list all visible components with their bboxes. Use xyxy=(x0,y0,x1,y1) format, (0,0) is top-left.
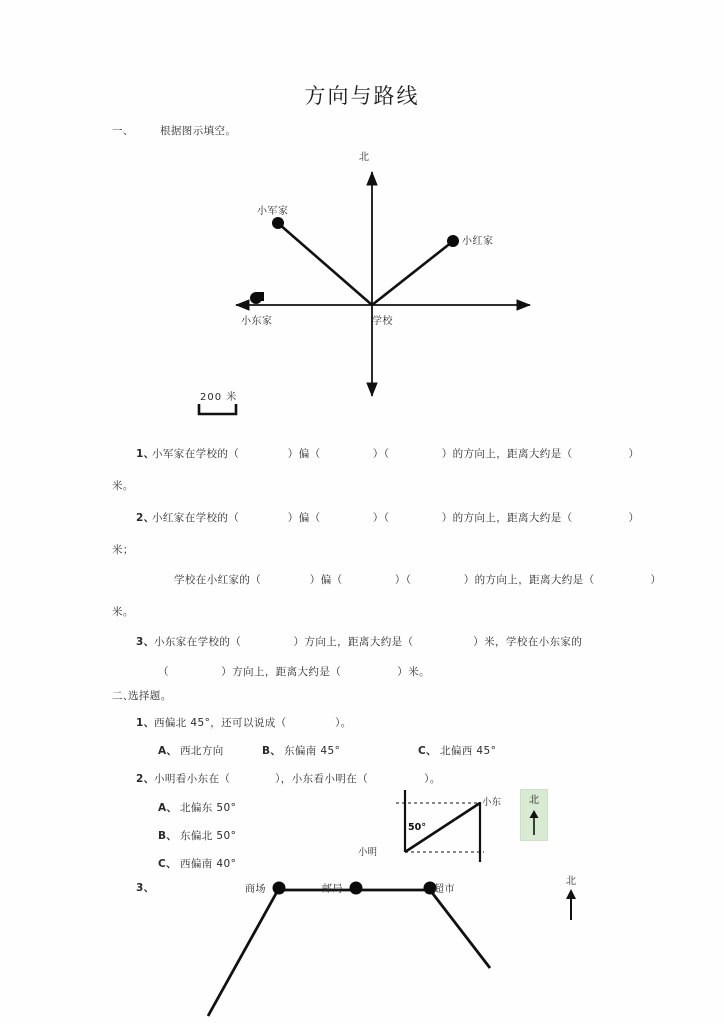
section-two-marker: 二、 xyxy=(112,690,134,702)
node-shangchang xyxy=(273,882,286,895)
ray-to-xiaojun xyxy=(279,224,372,305)
choice-q1-stem: 西偏北 45°，还可以说成（ ）。 xyxy=(154,717,352,729)
label-xiaojun: 小军家 xyxy=(257,206,289,217)
fill-q2-line3: 学校在小红家的（ ）偏（ ）（ ）的方向上，距离大约是（ ） xyxy=(174,574,662,586)
fill-q3-line2: （ ）方向上，距离大约是（ ）米。 xyxy=(158,666,430,678)
scale-bar xyxy=(196,388,286,424)
choice-q1-option-a-key[interactable]: A、 xyxy=(158,745,178,757)
label-school: 学校 xyxy=(372,316,393,327)
label-chaoshi: 超市 xyxy=(434,884,455,895)
label-xiaoming: 小明 xyxy=(358,847,378,858)
north-indicator-bottom xyxy=(556,872,586,924)
choice-q2-option-b-key[interactable]: B、 xyxy=(158,830,178,842)
compass-badge-label: 北 xyxy=(529,795,539,806)
node-youju xyxy=(350,882,363,895)
angle-value-label: 50° xyxy=(408,822,426,833)
fill-q2-line2: 米； xyxy=(112,544,134,556)
page-title: 方向与路线 xyxy=(304,84,420,108)
choice-q2-option-b-text[interactable]: 东偏北 50° xyxy=(180,830,237,842)
choice-q2-option-a-text[interactable]: 北偏东 50° xyxy=(180,802,237,814)
fill-q2-line1: 小红家在学校的（ ）偏（ ）（ ）的方向上，距离大约是（ ） xyxy=(152,512,640,524)
label-xiaodong-small: 小东 xyxy=(482,797,502,808)
fill-q3-number: 3、 xyxy=(136,636,155,648)
north-arrow-icon xyxy=(521,807,547,837)
fill-q1-number: 1、 xyxy=(136,448,155,460)
choice-q1-number: 1、 xyxy=(136,717,155,729)
direction-diagram-svg xyxy=(200,140,560,430)
point-xiaohong xyxy=(447,235,459,247)
choice-q2-option-a-key[interactable]: A、 xyxy=(158,802,178,814)
choice-q1-option-c-key[interactable]: C、 xyxy=(418,745,438,757)
choice-q3-number: 3、 xyxy=(136,882,155,894)
angle-figure xyxy=(358,786,502,864)
route-figure xyxy=(195,868,525,1024)
route-path xyxy=(208,890,490,1016)
choice-q1-option-c-text[interactable]: 北偏西 45° xyxy=(440,745,497,757)
choice-q1-option-a-text[interactable]: 西北方向 xyxy=(180,745,224,757)
fill-q1-line1: 小军家在学校的（ ）偏（ ）（ ）的方向上，距离大约是（ ） xyxy=(152,448,640,460)
choice-q2-number: 2、 xyxy=(136,773,155,785)
north-indicator-bottom-label: 北 xyxy=(566,876,576,887)
label-xiaodong: 小东家 xyxy=(241,316,273,327)
section-one-heading: 根据图示填空。 xyxy=(160,125,237,137)
label-xiaohong: 小红家 xyxy=(462,236,494,247)
fill-q3-line1: 小东家在学校的（ ）方向上，距离大约是（ ）米，学校在小东家的 xyxy=(154,636,583,648)
point-xiaodong-square xyxy=(256,292,264,301)
direction-diagram xyxy=(200,140,560,430)
scale-bar-glyph xyxy=(196,402,286,424)
section-two-heading: 选择题。 xyxy=(128,690,172,702)
point-xiaojun xyxy=(272,217,284,229)
fill-q2-line4: 米。 xyxy=(112,606,134,618)
label-youju: 邮局 xyxy=(322,884,343,895)
section-one-marker: 一、 xyxy=(112,125,134,137)
fill-q1-line2: 米。 xyxy=(112,480,134,492)
north-arrow-icon-bottom xyxy=(556,886,586,922)
north-label: 北 xyxy=(359,152,370,163)
choice-q1-option-b-key[interactable]: B、 xyxy=(262,745,282,757)
compass-badge xyxy=(520,789,548,841)
fill-q2-number: 2、 xyxy=(136,512,155,524)
ray-to-xiaohong xyxy=(372,242,452,305)
choice-q1-option-b-text[interactable]: 东偏南 45° xyxy=(284,745,341,757)
choice-q2-option-c-key[interactable]: C、 xyxy=(158,858,178,870)
choice-q2-option-c-text[interactable]: 西偏南 40° xyxy=(180,858,237,870)
scale-bar-label: 200 米 xyxy=(200,392,238,403)
choice-q2-stem: 小明看小东在（ ），小东看小明在（ ）。 xyxy=(154,773,441,785)
label-shangchang: 商场 xyxy=(245,884,266,895)
